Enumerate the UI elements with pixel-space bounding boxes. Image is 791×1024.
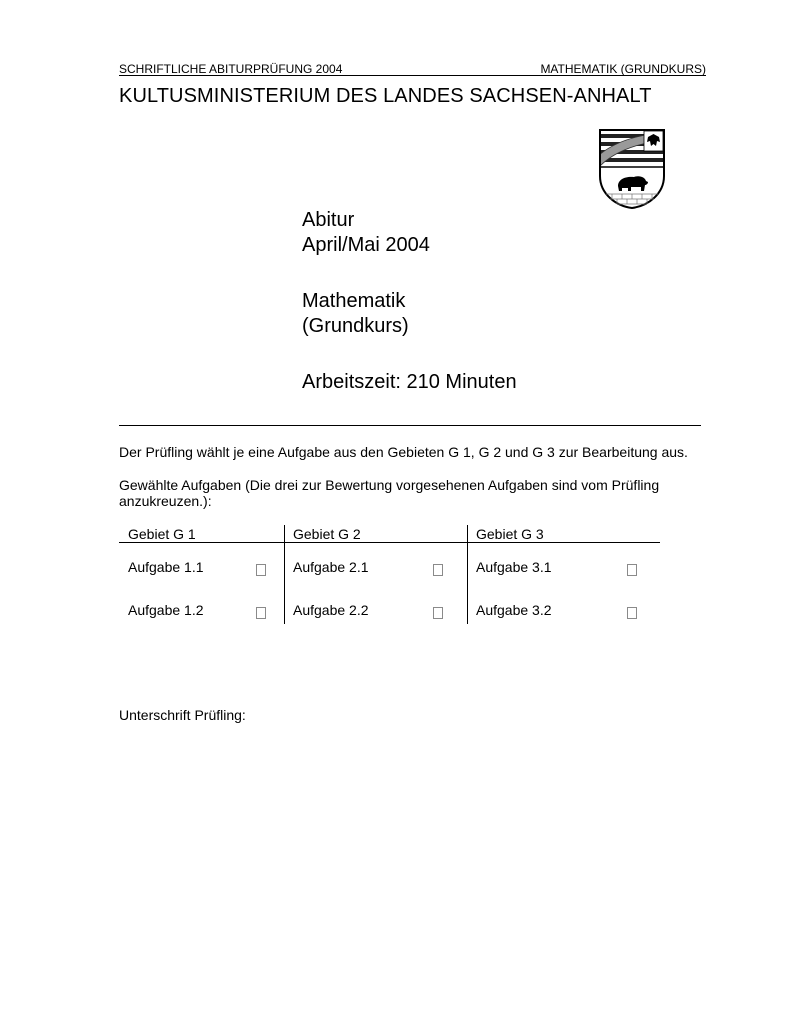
task-3-1-checkbox[interactable] [627, 564, 637, 576]
task-3-2-checkbox[interactable] [627, 607, 637, 619]
task-1-2-checkbox[interactable] [256, 607, 266, 619]
task-1-1-label: Aufgabe 1.1 [128, 559, 204, 575]
task-1-1-checkbox[interactable] [256, 564, 266, 576]
task-3-1-label: Aufgabe 3.1 [476, 559, 552, 575]
column-separator [467, 525, 468, 624]
selection-instruction-line1: Gewählte Aufgaben (Die drei zur Bewertung vorgesehenen Aufgaben sind vom Prüfling [119, 477, 660, 493]
task-2-1-checkbox[interactable] [433, 564, 443, 576]
header-gebiet-g3: Gebiet G 3 [476, 526, 544, 542]
signature-label: Unterschrift Prüfling: [119, 707, 246, 723]
header-divider [119, 75, 706, 76]
exam-duration: Arbeitszeit: 210 Minuten [302, 371, 517, 393]
exam-title: Abitur [302, 209, 355, 231]
section-divider [119, 425, 701, 426]
header-left: SCHRIFTLICHE ABITURPRÜFUNG 2004 [119, 62, 343, 76]
exam-course: (Grundkurs) [302, 315, 409, 337]
task-3-2-label: Aufgabe 3.2 [476, 602, 552, 618]
column-separator [284, 525, 285, 624]
instruction-text: Der Prüfling wählt je eine Aufgabe aus den Gebieten G 1, G 2 und G 3 zur Bearbeitung aus. [119, 444, 688, 460]
header-gebiet-g1: Gebiet G 1 [128, 526, 196, 542]
coat-of-arms-icon [598, 128, 666, 210]
selection-instruction-line2: anzukreuzen.): [119, 493, 212, 509]
task-2-1-label: Aufgabe 2.1 [293, 559, 369, 575]
exam-subject: Mathematik [302, 290, 406, 312]
header-gebiet-g2: Gebiet G 2 [293, 526, 361, 542]
task-1-2-label: Aufgabe 1.2 [128, 602, 204, 618]
task-2-2-label: Aufgabe 2.2 [293, 602, 369, 618]
exam-date: April/Mai 2004 [302, 234, 430, 256]
table-header-rule [119, 542, 660, 543]
ministry-title: KULTUSMINISTERIUM DES LANDES SACHSEN-ANHALT [119, 85, 652, 107]
task-2-2-checkbox[interactable] [433, 607, 443, 619]
header-right: MATHEMATIK (GRUNDKURS) [540, 62, 706, 76]
